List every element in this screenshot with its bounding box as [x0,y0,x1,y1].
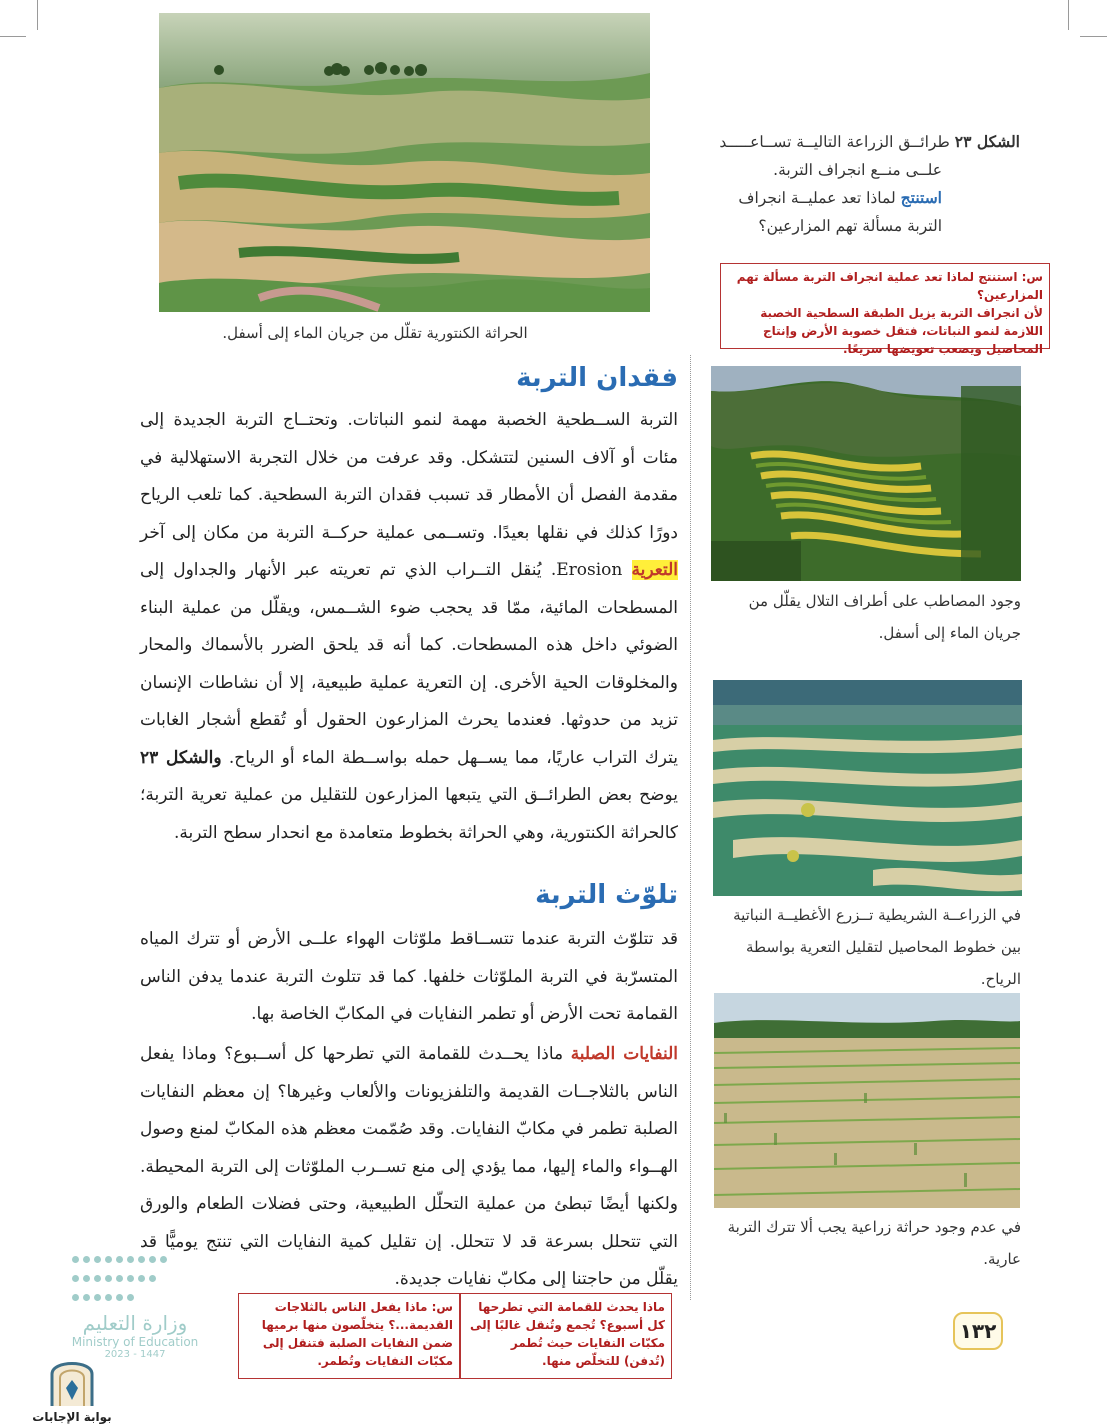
figure-line-2: علــى منــع انجراف التربة. [773,161,942,179]
bottom-answer-note-right: ماذا يحدث للقمامة التي تطرحها كل أسبوع؟ تُجمع وتُنقل غالبًا إلى مكبّات النفايات حيث تُطمر (تُدفن) للتخلّص منها. [460,1293,672,1379]
terraces-caption: وجود المصاطب على أطراف التلال يقلّل من جريان الماء إلى أسفل. [748,592,1021,642]
section-soil-loss-paragraph: التربة الســطحية الخصبة مهمة لنمو النباتات. وتحتــاج التربة الجديدة إلى مئات أو آلاف السنين لتتشكل. وقد عرفت من خلال التجربة الاستهلالية في مقدمة الفصل أن الأمطار قد تسبب فقدان التربة السطحية. كما تلعب الرياح دورًا كذلك في نقلها بعيدًا. وتســمى عملية حركــة التربة من مكان إلى آخر التعرية Erosion. يُنقل التــراب الذي تم تعريته عبر الأنهار والجداول إلى المسطحات المائية، ممّا قد يحجب ضوء الشــمس، ويقلّل من عملية البناء الضوئي داخل هذه المسطحات. كما أنه قد يلحق الضرر بالأسماك والمحار والمخلوقات الحية الأخرى. إن التعرية عملية طبيعية، إلا أن نشاطات الإنسان تزيد من حدوثها. فعندما يحرث المزارعون الحقول أو تُقطع أشجار الغابات يترك التراب عاريًا، مما يســهل حمله بواســطة الماء أو الرياح. والشكل ٢٣ يوضح بعض الطرائــق التي يتبعها المزارعون للتقليل من عملية تعرية التربة؛ كالحراثة الكنتورية، وهي الحراثة بخطوط متعامدة مع انحدار سطح التربة. [140,410,678,843]
ministry-logo [60,1250,210,1360]
figure-23-description [700,128,1020,240]
crop-mark-left-vertical [37,0,38,30]
figure-answer-question: س: استنتج لماذا تعد عملية انجراف التربة مسألة تهم المزارعين؟ [736,270,1043,302]
figure-line-1: الشكل ٢٣ طرائــق الزراعة التاليــة تســاعـــــد [719,132,1020,151]
bottom-answer-note-left: س: ماذا يفعل الناس بالثلاجات القديمة...؟ يتخلّصون منها برميها ضمن النفايات الصلبة فتنقل إلى مكبّات النفايات وتُطمر. [238,1293,460,1379]
ministry-logo-dots [70,1250,210,1307]
section-title-soil-pollution: تلوّث التربة [535,880,678,910]
infer-word: استنتج [900,188,942,207]
contour-plowing-photo [159,13,650,312]
watermark-badge [32,1350,112,1427]
figure-label: الشكل ٢٣ [954,132,1020,151]
crop-mark-right-horizontal [1080,36,1107,37]
crop-mark-left-horizontal [0,36,26,37]
term-solid-waste: النفايات الصلبة [570,1044,678,1064]
figure-line-4: التربة مسألة تهم المزارعين؟ [758,217,942,235]
ministry-name-en: Ministry of Education [71,1335,199,1349]
no-till-caption: في عدم وجود حراثة زراعية يجب ألا تترك التربة عارية. [727,1218,1021,1268]
term-erosion-en: Erosion [556,560,623,580]
ministry-year: 2023 - 1447 [104,1349,166,1360]
page-number: ١٣٢ [953,1312,1003,1350]
strip-farming-caption: في الزراعــة الشريطية تــزرع الأغطيــة النباتية بين خطوط المحاصيل لتقليل التعرية بواسطة الرياح. [733,906,1021,988]
watermark-text: بوابة الإجابات [32,1410,112,1424]
crop-mark-right-vertical [1068,0,1069,30]
no-till-photo [714,993,1020,1208]
strip-farming-photo [713,680,1022,896]
ministry-name-ar: وزارة التعليم [82,1311,188,1335]
section-soil-pollution-paragraph-1: قد تتلوّث التربة عندما تتســاقط ملوّثات الهواء علــى الأرض أو تترك المياه المتسرّبة في التربة الملوّثات خلفها. كما قد تتلوث التربة عندما يدفن الناس القمامة تحت الأرض أو تطمر النفايات في المكابّ الخاصة بها. [140,929,678,1024]
section-soil-pollution-paragraph-2: النفايات الصلبة ماذا يحــدث للقمامة التي تطرحها كل أســبوع؟ وماذا يفعل الناس بالثلاجــات القديمة والتلفزيونات والألعاب وغيرها؟ إن معظم النفايات الصلبة تطمر في مكابّ النفايات. وقد صُمّمت معظم هذه المكابّ لمنع وصول الهــواء والماء إليها، مما يؤدي إلى منع تســرب الملوّثات إلى التربة المحيطة. ولكنها أيضًا تبطئ من عملية التحلّل الطبيعية، وحتى فضلات الطعام والورق التي تتحلل بسرعة قد لا تتحلل. إن تقليل كمية النفايات التي تنتج يوميًّا قد يقلّل من حاجتنا إلى مكابّ نفايات جديدة. [140,1044,678,1289]
contour-plowing-caption: الحراثة الكنتورية تقلّل من جريان الماء إلى أسفل. [222,324,528,342]
terraces-photo [711,366,1021,581]
term-erosion-ar: التعرية [631,560,678,580]
figure-line-3: استنتج لماذا تعد عمليــة انجراف [738,188,942,207]
section-title-soil-loss: فقدان التربة [516,363,678,393]
watermark-arch-icon [32,1350,112,1406]
figure-answer-note [720,263,1050,356]
figure-reference: والشكل ٢٣ [140,747,222,768]
column-separator [690,355,691,1300]
figure-answer-text: لأن انجراف التربة يزيل الطبقة السطحية الخصبة اللازمة لنمو النباتات، فتقل خصوبة الأرض وإنتاج المحاصيل ويصعب تعويضها سريعًا. [760,306,1043,356]
